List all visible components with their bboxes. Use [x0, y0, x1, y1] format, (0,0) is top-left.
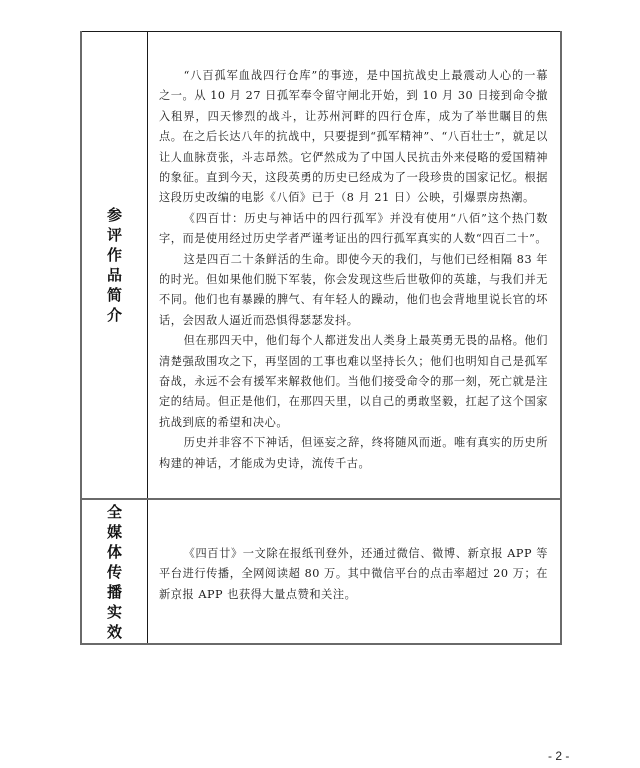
paragraph: 但在那四天中，他们每个人都迸发出人类身上最英勇无畏的品格。他们清楚强敌围攻之下，再坚固的工事也难以坚持长久；他们也明知自己是孤军奋战，永远不会有援军来解救他们。当他们接受命令的那一刻，死亡就是注定的结局。但正是他们，在那四天里，以自己的勇敢坚毅，扛起了这个国家抗战到底的希望和决心。	[159, 334, 548, 429]
table-row-media-impact	[81, 499, 561, 644]
label-char: 作	[106, 246, 122, 264]
paragraph: 这是四百二十条鲜活的生命。即使今天的我们，与他们已经相隔 83 年的时光。但如果他们脱下军装，你会发现这些后世敬仰的英雄，与我们并无不同。他们也有暴躁的脾气、有年轻人的躁动，他们也会背地里说长官的坏话，会因敌人逼近而恐惧得瑟瑟发抖。	[159, 252, 548, 327]
paragraph: 《四百廿：历史与神话中的四行孤军》并没有使用“八佰”这个热门数字，而是使用经过历史学者严谨考证出的四行孤军真实的人数“四百二十”。	[159, 211, 548, 246]
label-char: 实	[106, 602, 122, 621]
page-number: - 2 -	[548, 749, 570, 763]
label-char: 简	[106, 286, 122, 304]
media-impact-body	[159, 538, 548, 605]
label-char: 体	[106, 542, 122, 561]
label-char: 媒	[106, 522, 122, 541]
label-cell-work-intro	[81, 32, 148, 500]
work-intro-body	[159, 56, 548, 474]
label-char: 全	[106, 502, 122, 521]
content-cell-work-intro	[148, 32, 562, 500]
label-char: 评	[106, 226, 122, 244]
label-char: 介	[106, 306, 122, 324]
label-char: 参	[106, 206, 122, 224]
entry-form-table	[80, 31, 562, 645]
label-char: 传	[106, 562, 122, 581]
vertical-label-media-impact	[107, 502, 122, 642]
paragraph: 历史并非容不下神话，但诬妄之辞，终将随风而逝。唯有真实的历史所构建的神话，才能成为史诗，流传千古。	[159, 436, 548, 470]
vertical-label-work-intro	[107, 205, 122, 325]
paragraph: “八百孤军血战四行仓库”的事迹，是中国抗战史上最震动人心的一幕之一。从 10 月 27 日孤军奉令留守闸北开始，到 10 月 30 日接到命令撤入租界，四天惨烈的战斗，让苏州河畔的四行仓库，成为了举世瞩目的焦点。在之后长达八年的抗战中，只要提到“孤军精神”、“八百壮士”，就足以让人血脉贲张，斗志昂然。它俨然成为了中国人民抗击外来侵略的爱国精神的象征。直到今天，这段英勇的历史已经成为了一段珍贵的国家记忆。根据这段历史改编的电影《八佰》已于（8 月 21 日）公映，引爆票房热潮。	[159, 68, 548, 205]
paragraph: 《四百廿》一文除在报纸刊登外，还通过微信、微博、新京报 APP 等平台进行传播，全网阅读超 80 万。其中微信平台的点击率超过 20 万；在新京报 APP 也获得大量点赞和关注。	[159, 546, 548, 601]
label-char: 品	[106, 266, 122, 284]
label-cell-media-impact	[81, 499, 148, 644]
label-char: 播	[106, 582, 122, 601]
label-char: 效	[106, 622, 122, 641]
table-row-work-intro	[81, 32, 561, 500]
content-cell-media-impact	[148, 499, 562, 644]
